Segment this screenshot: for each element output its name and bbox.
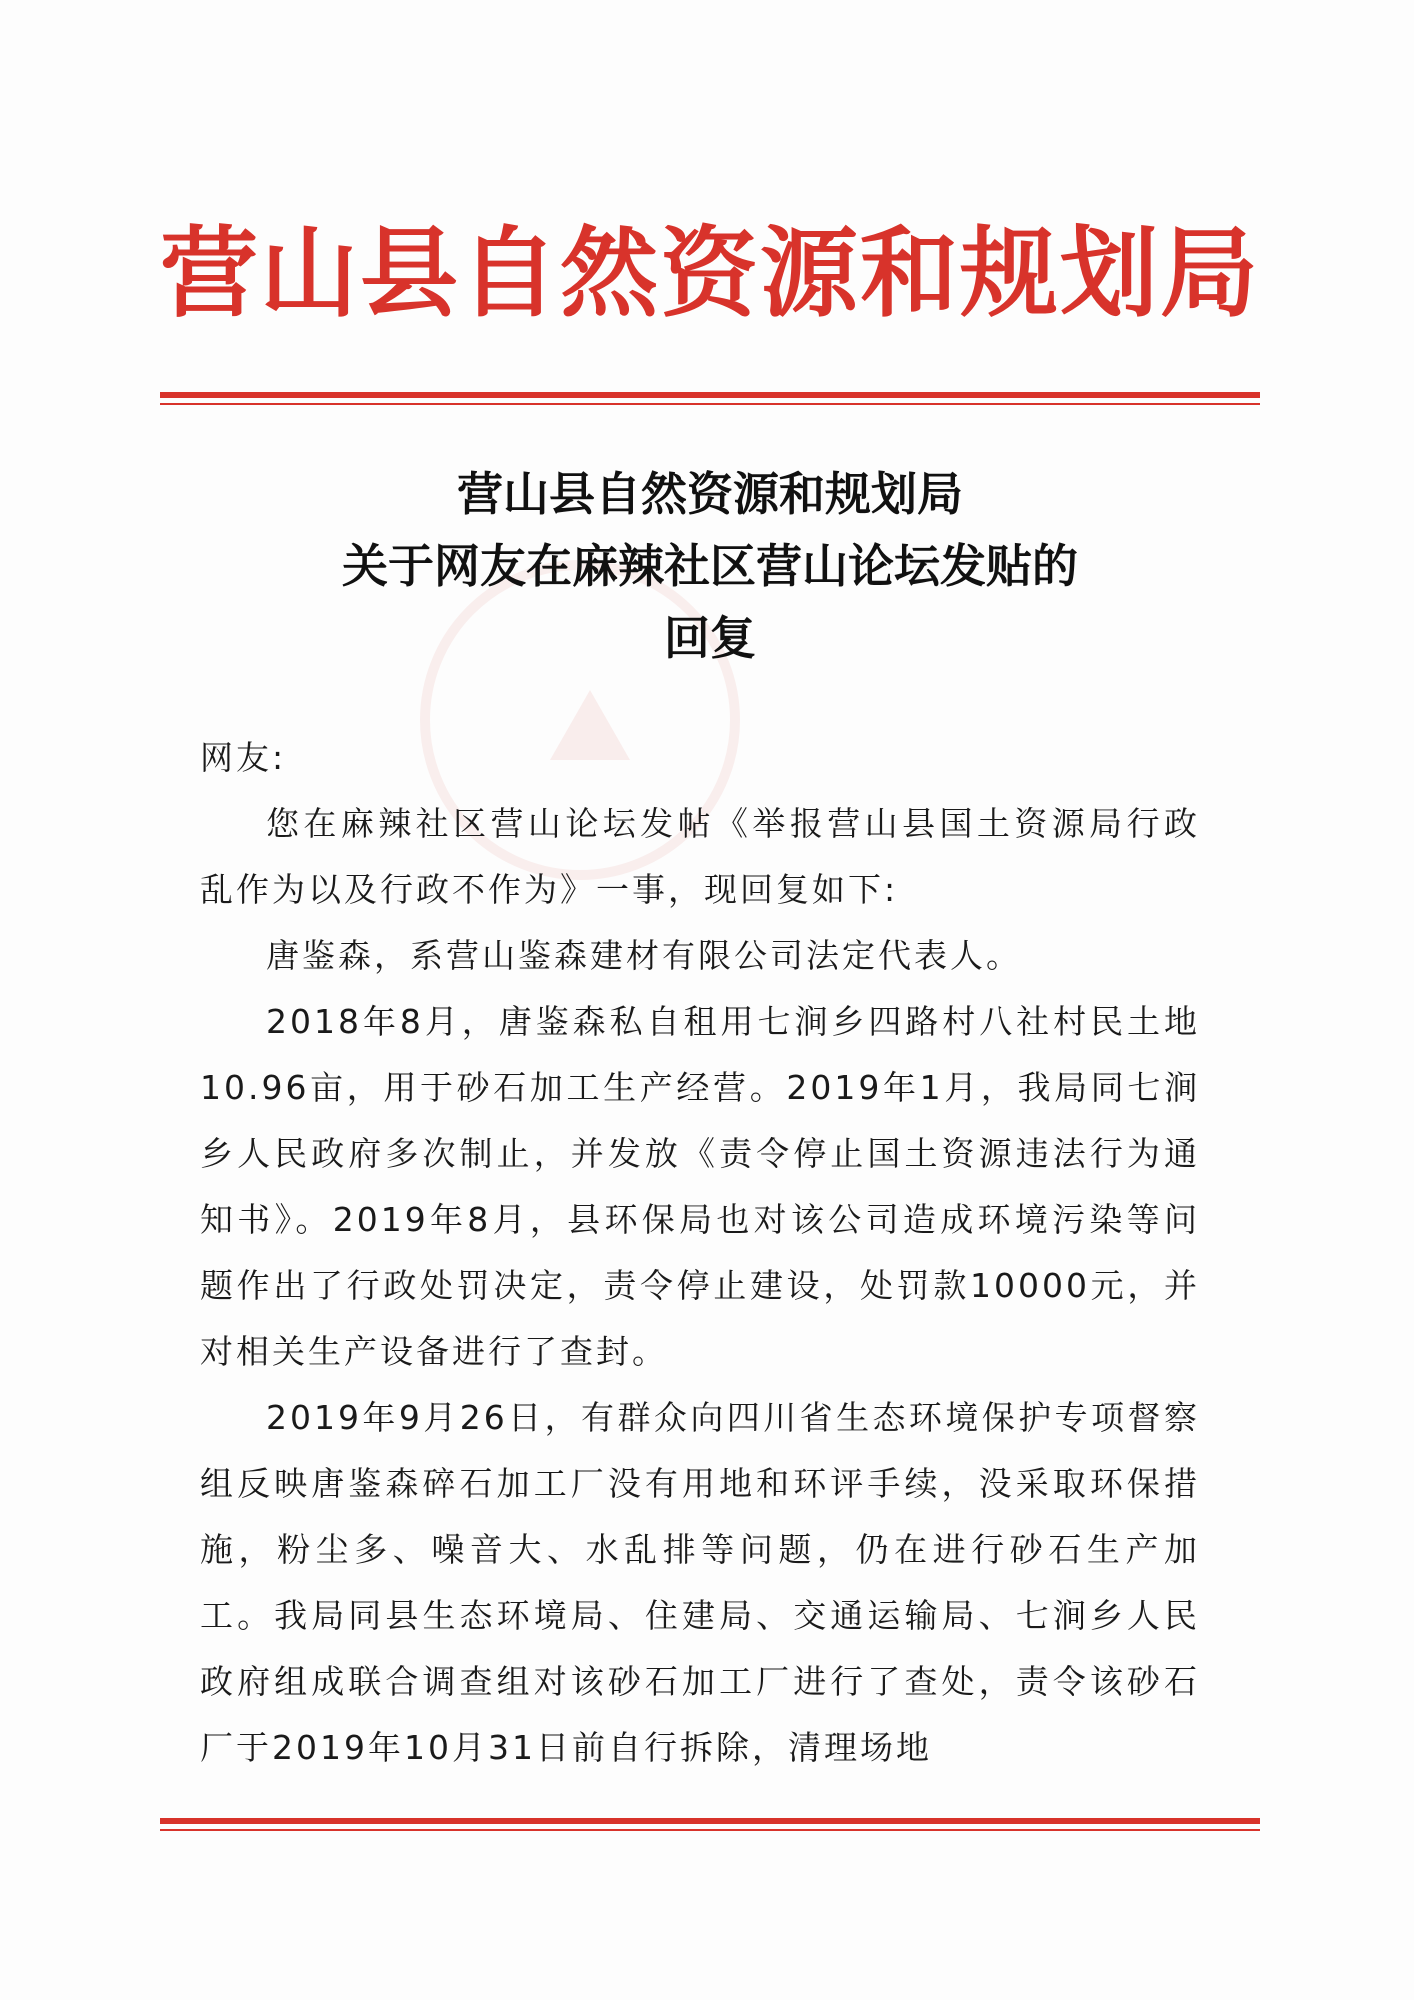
salutation: 网友: — [200, 738, 287, 777]
body-paragraph: 2019年9月26日，有群众向四川省生态环境保护专项督察组反映唐鉴森碎石加工厂没有用地和环评手续，没采取环保措施，粉尘多、噪音大、水乱排等问题，仍在进行砂石生产加工。我局同县生态环境局、住建局、交通运输局、七涧乡人民政府组成联合调查组对该砂石加工厂进行了查处，责令该砂石厂于2019年10月31日前自行拆除，清理场地 — [200, 1398, 1200, 1767]
letterhead-agency-name: 营山县自然资源和规划局 — [160, 216, 1261, 331]
body-paragraph: 您在麻辣社区营山论坛发帖《举报营山县国土资源局行政乱作为以及行政不作为》一事，现回复如下: — [200, 804, 1200, 909]
title-line-2: 关于网友在麻辣社区营山论坛发贴的 — [342, 539, 1078, 593]
body-paragraph: 唐鉴森，系营山鉴森建材有限公司法定代表人。 — [266, 936, 1022, 975]
document-body — [200, 725, 1200, 1781]
letterhead-red-rule — [160, 392, 1260, 405]
document-title — [160, 458, 1260, 674]
title-line-3: 回复 — [664, 611, 756, 665]
footer-red-rule — [160, 1818, 1260, 1831]
body-paragraph: 2018年8月，唐鉴森私自租用七涧乡四路村八社村民土地10.96亩，用于砂石加工生产经营。2019年1月，我局同七涧乡人民政府多次制止，并发放《责令停止国土资源违法行为通知书》。2019年8月，县环保局也对该公司造成环境污染等问题作出了行政处罚决定，责令停止建设，处罚款10000元，并对相关生产设备进行了查封。 — [200, 1002, 1200, 1371]
title-line-1: 营山县自然资源和规划局 — [457, 467, 963, 521]
